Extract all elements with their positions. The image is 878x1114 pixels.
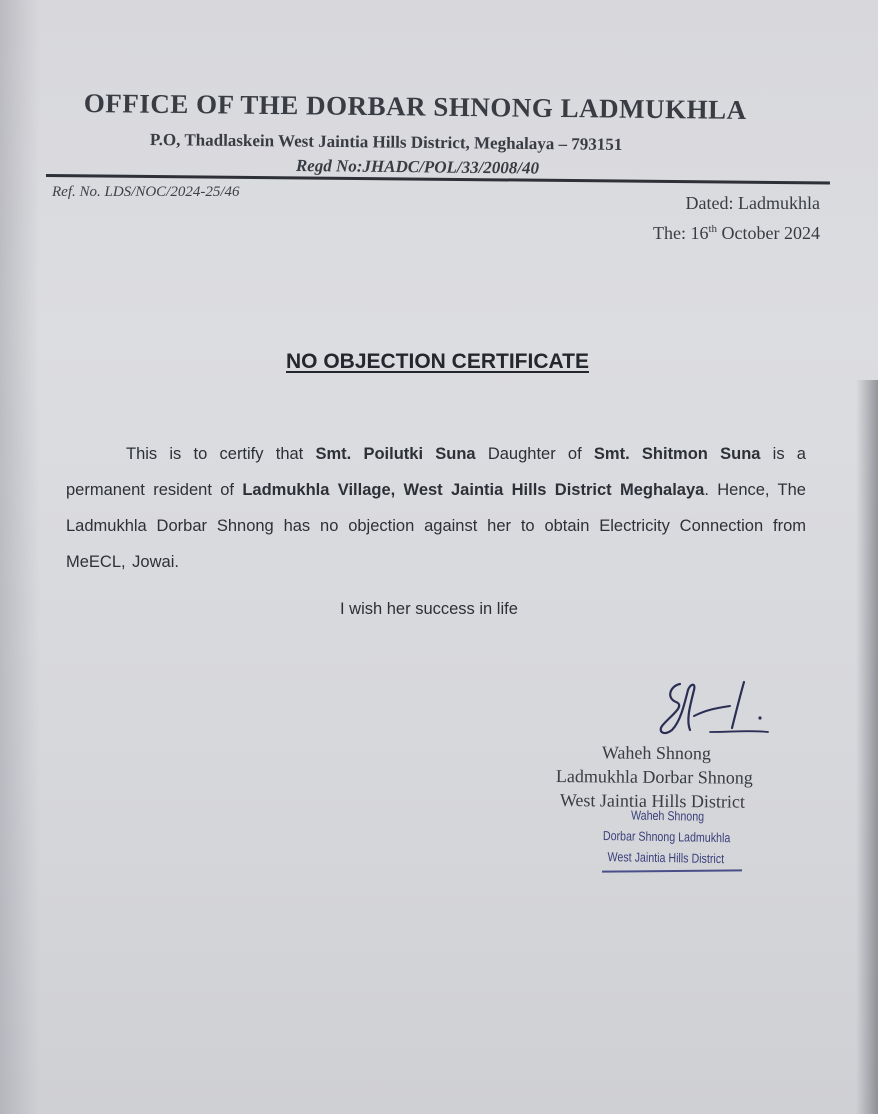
reference-number: Ref. No. LDS/NOC/2024-25/46 xyxy=(52,184,240,200)
stamp-district: West Jaintia Hills District xyxy=(607,849,725,867)
organization-address: P.O, Thadlaskein West Jaintia Hills District, Meghalaya – 793151 xyxy=(149,130,623,154)
date-suffix: th xyxy=(708,223,718,235)
organization-name: OFFICE OF THE DORBAR SHNONG LADMUKHLA xyxy=(83,88,747,125)
certificate-body xyxy=(66,436,806,580)
date-line xyxy=(653,216,820,246)
stamp-underline xyxy=(602,869,742,872)
signatory-organization: Ladmukhla Dorbar Shnong xyxy=(555,765,753,788)
parent-name: Smt. Shitmon Suna xyxy=(593,445,761,463)
closing-wish: I wish her success in life xyxy=(340,600,518,618)
signatory-block xyxy=(556,740,753,812)
body-part-3: is a permanent resident of xyxy=(66,445,806,499)
signatory-title: Waheh Shnong xyxy=(601,742,712,764)
registration-number: Regd No:JHADC/POL/33/2008/40 xyxy=(295,156,540,178)
stamp-title: Waheh Shnong xyxy=(630,807,705,824)
dated-place: Dated: Ladmukhla xyxy=(685,193,820,213)
page-edge-shadow xyxy=(856,380,878,1114)
date-rest: October 2024 xyxy=(717,223,820,243)
stamp-organization: Dorbar Shnong Ladmukhla xyxy=(602,828,731,846)
date-prefix: The: 16 xyxy=(652,223,709,243)
certificate-title: NO OBJECTION CERTIFICATE xyxy=(286,350,589,373)
holder-name: Smt. Poilutki Suna xyxy=(315,445,476,463)
body-part-1: This is to certify that xyxy=(126,445,316,463)
residence: Ladmukhla Village, West Jaintia Hills District Meghalaya xyxy=(242,481,705,499)
page-shadow xyxy=(0,0,40,1114)
signatory-district: West Jaintia Hills District xyxy=(559,790,746,812)
date-block xyxy=(653,190,820,246)
handwritten-signature xyxy=(650,676,780,746)
official-stamp xyxy=(599,804,730,869)
body-part-4: . Hence, The Ladmukhla Dorbar Shnong has no objection against her to obtain Electricity Connection from MeECL, Jowai. xyxy=(66,481,806,571)
body-part-2: Daughter of xyxy=(475,445,594,463)
